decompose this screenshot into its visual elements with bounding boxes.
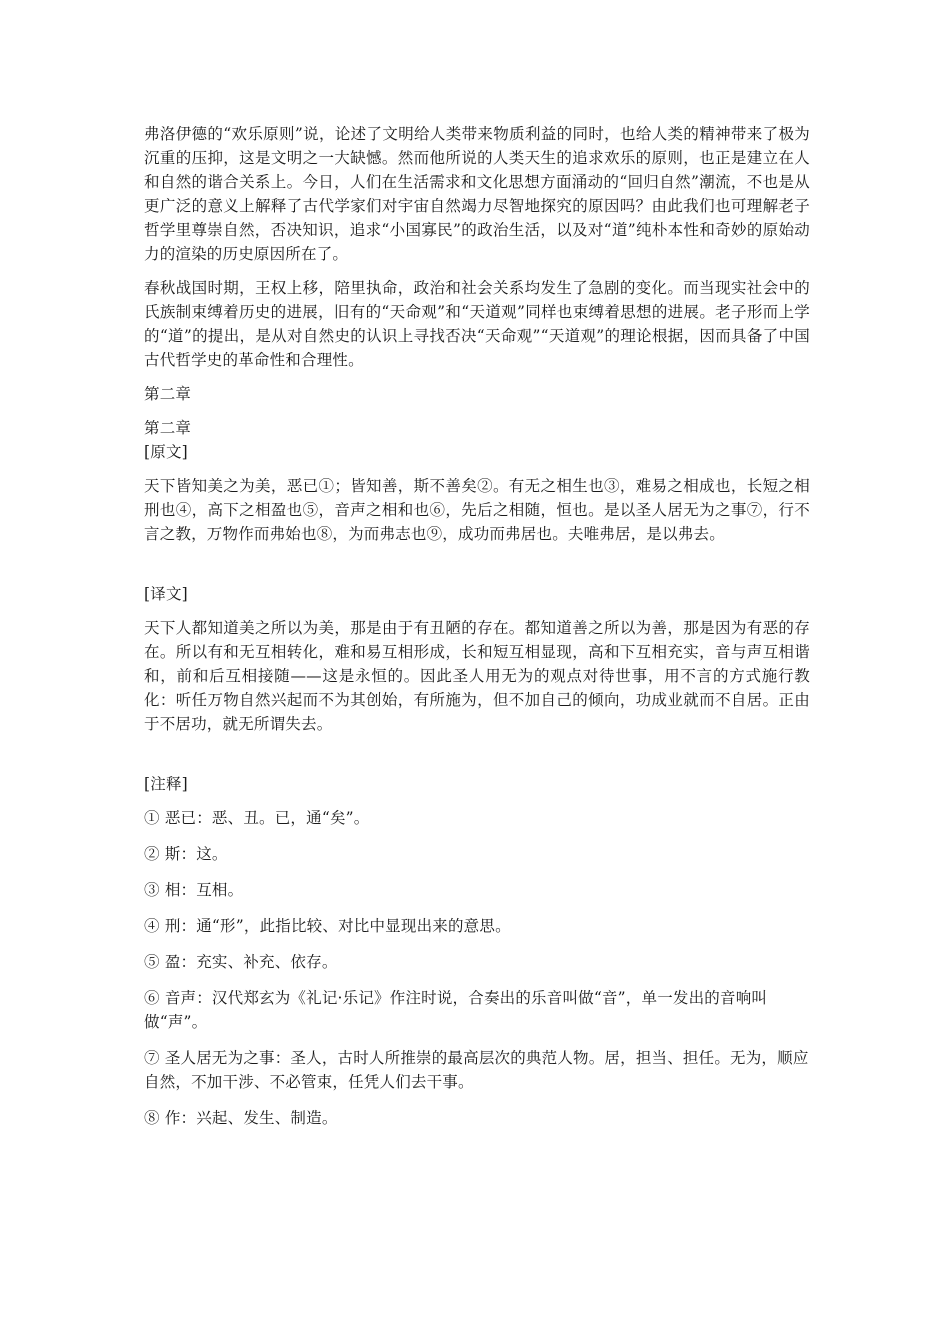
chapter-heading: 第二章 xyxy=(144,385,192,403)
spacer xyxy=(144,556,810,582)
notes-list xyxy=(144,806,810,1130)
note-item: ⑧ 作：兴起、发生、制造。 xyxy=(144,1109,338,1127)
original-text-label: [原文] xyxy=(144,443,188,461)
intro-paragraph-2: 春秋战国时期，王权上移，陪里执命，政治和社会关系均发生了急剧的变化。而当现实社会中的氏族制束缚着历史的进展，旧有的“天命观”和“天道观”同样也束缚着思想的进展。老子形而上学的“道”的提出，是从对自然史的认识上寻找否决“天命观”“天道观”的理论根据，因而具备了中国古代哲学史的革命性和合理性。 xyxy=(144,279,810,369)
note-item: ⑥ 音声：汉代郑玄为《礼记·乐记》作注时说，合奏出的乐音叫做“音”，单一发出的音响叫做“声”。 xyxy=(144,989,768,1031)
chapter-title: 第二章 xyxy=(144,419,192,437)
intro-paragraph-1: 弗洛伊德的“欢乐原则”说，论述了文明给人类带来物质利益的同时，也给人类的精神带来了极为沉重的压抑，这是文明之一大缺憾。然而他所说的人类天生的追求欢乐的原则，也正是建立在人和自然的谐合关系上。今日，人们在生活需求和文化思想方面涌动的“回归自然”潮流，不也是从更广泛的意义上解释了古代学家们对宇宙自然竭力尽智地探究的原因吗？由此我们也可理解老子哲学里尊崇自然，否决知识，追求“小国寡民”的政治生活，以及对“道”纯朴本性和奇妙的原始动力的渲染的历史原因所在了。 xyxy=(144,125,810,263)
original-text: 天下皆知美之为美，恶已①；皆知善，斯不善矣②。有无之相生也③，难易之相成也，长短之相刑也④，高下之相盈也⑤，音声之相和也⑥，先后之相随，恒也。是以圣人居无为之事⑦，行不言之教，万物作而弗始也⑧，为而弗志也⑨，成功而弗居也。夫唯弗居，是以弗去。 xyxy=(144,477,810,543)
note-item: ② 斯：这。 xyxy=(144,845,228,863)
translation-label: [译文] xyxy=(144,585,188,603)
note-item: ① 恶已：恶、丑。已，通“矣”。 xyxy=(144,809,370,827)
note-item: ⑦ 圣人居无为之事：圣人，古时人所推崇的最高层次的典范人物。居，担当、担任。无为，顺应自然，不加干涉、不必管束，任凭人们去干事。 xyxy=(144,1049,809,1091)
note-item: ⑤ 盈：充实、补充、依存。 xyxy=(144,953,338,971)
note-item: ③ 相：互相。 xyxy=(144,881,244,899)
notes-label: [注释] xyxy=(144,775,188,793)
translation-text: 天下人都知道美之所以为美，那是由于有丑陋的存在。都知道善之所以为善，那是因为有恶的存在。所以有和无互相转化，难和易互相形成，长和短互相显现，高和下互相充实，音与声互相谐和，前和后互相接随——这是永恒的。因此圣人用无为的观点对待世事，用不言的方式施行教化：听任万物自然兴起而不为其创始，有所施为，但不加自己的倾向，功成业就而不自居。正由于不居功，就无所谓失去。 xyxy=(144,619,810,733)
note-item: ④ 刑：通“形”，此指比较、对比中显现出来的意思。 xyxy=(144,917,511,935)
spacer xyxy=(144,746,810,772)
document-page xyxy=(144,122,810,1142)
